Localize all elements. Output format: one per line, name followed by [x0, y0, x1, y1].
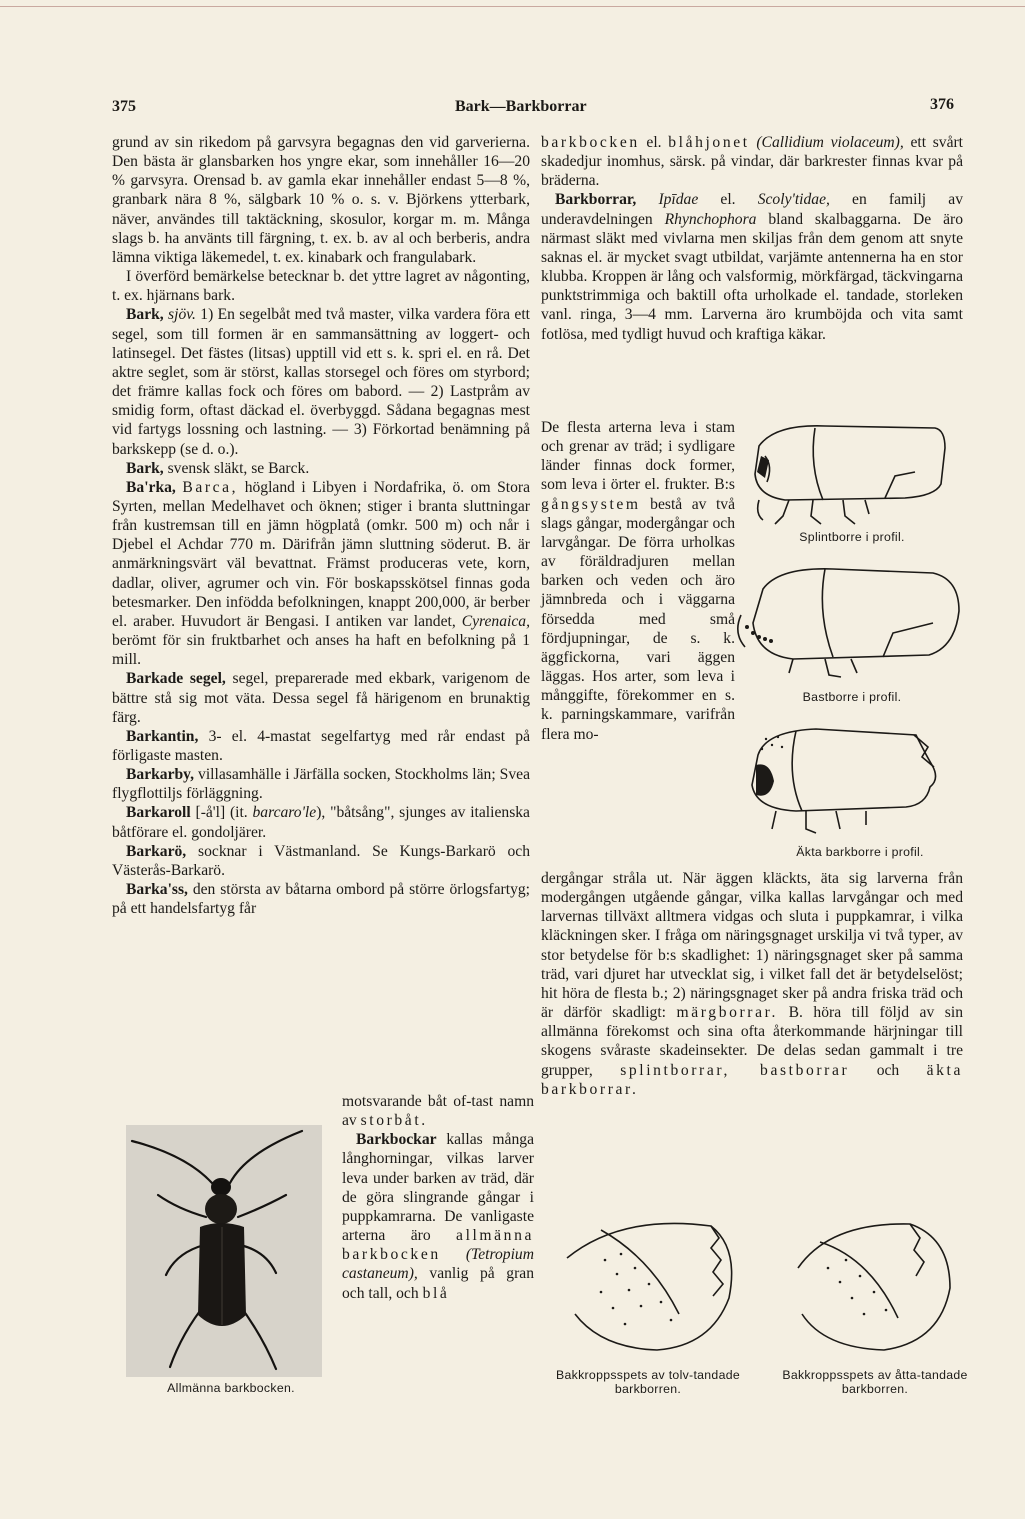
akta-barkborre-drawing	[736, 725, 964, 837]
paragraph-gangsystem	[541, 418, 735, 744]
entry-text: 3- el. 4-mastat segelfartyg med rår endast på förligaste masten.	[112, 727, 530, 764]
attatandade-drawing	[790, 1218, 960, 1358]
figure-attatandade	[790, 1218, 960, 1358]
headword: Ba'rka,	[126, 478, 176, 496]
entry-text: den största av båtarna ombord på större örlogsfartyg; på ett handelsfartyg får	[112, 881, 530, 918]
entry-text: högland i Libyen i Nordafrika, ö. om Stora Syrten, mellan Medelhavet och öknen; stiger i branta sluttningar från kustremsan till en jämn högplatå (omkr. 500 m) och når i Djebel el Achdar 770 m. Därifrån jämn sluttning söderut. B. är anmärkningsvärt väl bevattnat. Främst produceras vete, korn, dadlar, oliver, agrumer och vin. För boskapsskötsel finnas goda betesmarker. Den infödda befolkningen, knappt 200,000, är berber el. araber. Huvudort är Bengasi. I antiken var landet,	[112, 478, 531, 630]
entry-text: bestå av två slags gångar, modergångar och larvgångar. De förra urholkas av föräldradjuren mellan barken och veden och äro jämnbreda och i väggarna försedda med små fördjupningar, de s. k. äggfickorna, vari äggen läggas. Hos arter, som leva i månggifte, förekommer en s. k. parningskammare, varifrån flera mo-	[541, 495, 735, 743]
entry-text: el.	[646, 134, 662, 151]
entry-barka	[112, 478, 530, 670]
headword: Barkantin,	[126, 727, 199, 745]
entry-text: kallas många långhorningar, vilkas larver leva under barken av träd, där de göra slingrande gångar i puppkamrarna. De vanligaste arterna äro	[342, 1131, 534, 1245]
entry-barkaroll	[112, 803, 530, 841]
spaced-term: blå	[422, 1284, 450, 1302]
entry-text: villasamhälle i Järfälla socken, Stockholms län; Svea flygflottiljs förläggning.	[112, 766, 530, 803]
headword: Barkaroll	[126, 804, 191, 822]
headword: Barkarö,	[126, 842, 187, 860]
spaced-term: blåhjonet	[668, 134, 750, 151]
entry-bark-sjov	[112, 305, 530, 458]
left-column	[112, 133, 530, 918]
top-rule	[0, 6, 1025, 7]
right-wrap-column	[541, 418, 735, 744]
spaced-term: gångsystem	[541, 495, 641, 513]
headword: Bark,	[126, 459, 164, 477]
headword: Barkarby,	[126, 766, 195, 784]
entry-barkaro	[112, 842, 530, 880]
entry-text: berömt för sin fruktbarhet och anses ha haft en befolkning på 1 mill.	[112, 632, 530, 669]
spaced-term: storbåt.	[360, 1112, 428, 1130]
entry-barkantin	[112, 727, 530, 765]
page-number-right: 376	[930, 96, 954, 113]
entry-barkarby	[112, 765, 530, 803]
running-title: Bark—Barkborrar	[455, 98, 587, 115]
spaced-term: äkta barkborrar.	[541, 1061, 963, 1098]
page-number-left: 375	[112, 98, 136, 115]
entry-text: bland skalbaggarna. De äro närmast släkt med vivlarna men skiljas från dem genom att snyte saknas el. är mycket svagt utbildat, varjämte antennerna ha en stor klubba. Kroppen är lång och valsformig, mörkfärgad, täckvingarna punktstrimmiga och baktill ofta urholkade el. tandade, storleken vanl. ringa, 3—4 mm. Larverna äro krumböjda och vita samt fotlösa, med tydligt huvud och kraftiga käkar.	[541, 210, 963, 343]
caption-tolvtandade: Bakkroppsspets av tolv-tandade barkborren.	[556, 1368, 740, 1396]
headword: Barka'ss,	[126, 881, 188, 899]
caption-attatandade: Bakkroppsspets av åtta-tandade barkborren.	[782, 1368, 968, 1396]
left-narrow-column	[342, 1092, 534, 1303]
entry-blahjonet	[541, 133, 963, 190]
splintborre-drawing	[745, 416, 963, 528]
spaced-term: barkbocken	[541, 134, 640, 151]
tolvtandade-drawing	[561, 1218, 741, 1358]
spaced-term: Barca,	[182, 478, 239, 496]
entry-text: ett svårt skadedjur inomhus, särsk. på vindar, där barkrester finnas kvar på bräderna.	[541, 134, 964, 190]
entry-text: dergångar stråla ut. När äggen kläckts, äta sig larverna från modergången utgående gångar, vilka kallas larvgångar och med larvernas tillväxt alltmera vidgas och sluta i puppkamrar, i vilka kläckningen sker. I fråga om näringsgnaget urskilja vi två typer, av stor betydelse för b:s skadlighet: 1) näringsgnaget sker på samma träd, vari djuret har utvecklat sig, i vilket fall det är betydelselöst; hit höra de flesta b.; 2) näringsgnaget sker på andra friska träd och är därför skadligt:	[541, 870, 963, 1022]
figure-allmanna-barkbocken	[126, 1125, 322, 1377]
bastborre-drawing	[733, 563, 965, 681]
entry-text: ), "båtsång", sjunges av italienska båtförare el. gondoljärer.	[112, 804, 530, 841]
headword: Bark,	[126, 306, 164, 324]
entry-text: 1) En segelbåt med två master, vilka vardera föra ett segel, som till formen är en sammansättning av loggert- och latinsegel. Det fästes (litsas) upptill vid ett s. k. spri el. en rå. Det aktre seglet, som är störst, kallas storsegel och föres om styrbord; det främre kallas fock och föres om babord. — 2) Lastpråm av smidig form, oftast däckad el. överbyggd. Sådana begagnas mest vid fartygs lossning och lastning. — 3) Förkortad benämning på barkskepp (se d. o.).	[112, 306, 531, 458]
abbreviation: sjöv.	[168, 306, 196, 324]
italic-term: (Tetropium castaneum),	[342, 1246, 534, 1283]
figure-bastborre	[733, 563, 965, 681]
paragraph-larvgangar	[541, 869, 963, 1099]
entry-text: [-å'l] (it.	[195, 804, 248, 822]
figure-akta-barkborre	[736, 725, 964, 837]
entry-bark-slakt	[112, 459, 530, 478]
right-full-continuation	[541, 869, 963, 1099]
entry-barkborrar	[541, 190, 963, 343]
entry-text: el.	[720, 191, 736, 209]
entry-barkbockar	[342, 1130, 534, 1302]
italic-term: Rhynchophora	[664, 210, 757, 228]
right-column	[541, 133, 963, 344]
caption-allmanna-barkbocken: Allmänna barkbocken.	[167, 1381, 295, 1395]
entry-text: vanlig på gran och tall, och	[342, 1265, 535, 1302]
paragraph-bark-figurative: I överförd bemärkelse betecknar b. det yttre lagret av någonting, t. ex. hjärnans bark.	[112, 268, 530, 305]
entry-text: De flesta arterna leva i stam och grenar av träd; i sydligare länder finnas dock former, som leva i örter el. frukter. B:s	[541, 419, 735, 494]
italic-term: Scoly'tidae,	[757, 191, 830, 209]
italic-term: Ipīdae	[658, 191, 699, 209]
entry-text: och	[876, 1061, 900, 1079]
italic-term: barcaro'le	[252, 804, 317, 822]
spaced-term: märgborrar.	[676, 1004, 779, 1022]
entry-text: en familj av underavdelningen	[541, 191, 963, 228]
spaced-term: splintborrar, bastborrar	[620, 1061, 850, 1079]
entry-barkass-continued	[342, 1092, 534, 1130]
italic-term: (Callidium violaceum),	[756, 134, 904, 151]
barkbocken-beetle-image	[126, 1125, 322, 1377]
caption-bastborre: Bastborre i profil.	[802, 690, 902, 704]
caption-akta-barkborre: Äkta barkborre i profil.	[796, 845, 924, 859]
figure-tolvtandade	[561, 1218, 741, 1358]
entry-text: socknar i Västmanland. Se Kungs-Barkarö och Västerås-Barkarö.	[112, 842, 530, 879]
entry-text: B. höra till följd av sin allmänna förekomst och sina ofta återkommande härjningar till skogens svåraste skadeinsekter. De delas sedan gammalt i tre grupper,	[541, 1004, 963, 1079]
headword: Barkborrar,	[555, 191, 637, 209]
entry-text: segel, preparerade med ekbark, varigenom de bättre stå sig mot väta. Dessa segel få härigenom en brunaktig färg.	[112, 670, 530, 726]
paragraph-bark-intro: grund av sin rikedom på garvsyra begagnas den vid garverierna. Den bästa är glansbarken hos yngre ekar, som innehåller 16—20 % garvsyra. Orensad b. av gamla ekar innehåller endast 5—8 %, granbark nära 8 %, sälgbark 10 % o. s. v. Björkens ytterbark, näver, användes till taktäckning, skosulor, korgar m. m. Många slags b. ha använts till färgning, t. ex. b. av al och berberis, andra lämna viktiga läkemedel, t. ex. kinabark och frangulabark.	[112, 134, 530, 266]
spaced-term: allmänna barkbocken	[342, 1227, 534, 1264]
italic-term: Cyrenaica,	[461, 612, 530, 630]
entry-barkade-segel	[112, 669, 530, 726]
caption-splintborre: Splintborre i profil.	[799, 530, 905, 544]
entry-text: motsvarande båt of-tast namn av	[342, 1093, 534, 1130]
entry-text: svensk släkt, se Barck.	[167, 459, 310, 477]
headword: Barkade segel,	[126, 670, 226, 688]
figure-splintborre	[745, 416, 963, 528]
headword: Barkbockar	[356, 1131, 437, 1149]
entry-barkass	[112, 880, 530, 918]
